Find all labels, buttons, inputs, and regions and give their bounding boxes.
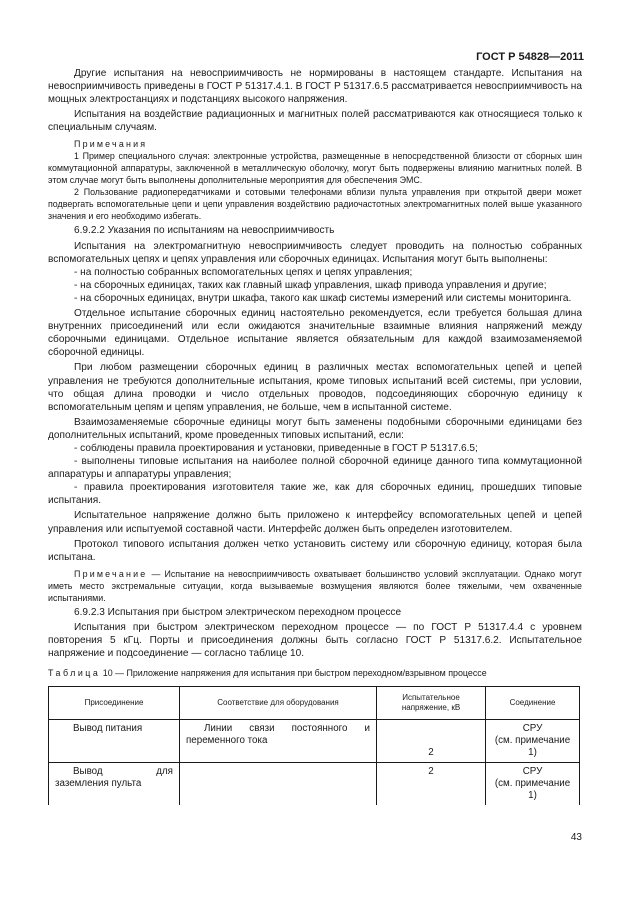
note-text: Примечание — Испытание на невосприимчивость охватывает большинство условий эксплуатации. Однако могут иметь место экстремальные ситуации, когда вызываемые возмущения являются более тяжелыми, чем охваченные испытаниями. — [48, 568, 582, 603]
paragraph: Испытания при быстром электрическом переходном процессе — по ГОСТ Р 51317.4.4 с уровнем повторения 5 кГц. Порты и присоединения должны быть согласно ГОСТ Р 51317.6.2. Испытательное напряжение и подсоединение — согласно таблице 10. — [48, 621, 582, 660]
page-content — [48, 67, 582, 805]
table-cell — [486, 763, 580, 806]
list-item: - правила проектирования изготовителя такие же, как для сборочных единиц, прошедших типовые испытания. — [48, 482, 582, 507]
table-cell: Вывод для заземления пульта — [49, 763, 180, 806]
table-10 — [48, 686, 580, 805]
coupling-note: (см. примечание 1) — [494, 778, 571, 802]
note-title: Примечания — [74, 139, 148, 150]
table-row — [49, 763, 580, 806]
table-cell: 2 — [377, 763, 486, 806]
coupling-value: СРУ — [522, 723, 543, 735]
paragraph: Взаимозаменяемые сборочные единицы могут быть заменены подобными сборочными единицами без дополнительных испытаний, кроме проведенных типовых испытаний, если: — [48, 416, 582, 441]
coupling-note: (см. примечание 1) — [494, 735, 571, 759]
section-heading: 6.9.2.2 Указания по испытаниям на невосприимчивость — [74, 225, 335, 237]
table-cell: Вывод питания — [49, 720, 180, 763]
note-block — [48, 568, 582, 604]
table-cell — [180, 763, 377, 806]
column-header: Соединение — [486, 687, 580, 720]
paragraph: Протокол типового испытания должен четко установить систему или сборочную единицу, которая была испытана. — [48, 538, 582, 563]
paragraph: Другие испытания на невосприимчивость не нормированы в настоящем стандарте. Испытания на невосприимчивость приведены в ГОСТ Р 51317.4.1. В ГОСТ Р 51317.6.5 рассматривается невосприимчивость на мощных электростанциях и подстанциях высокого напряжения. — [48, 68, 582, 106]
table-row — [49, 720, 580, 763]
paragraph: Испытательное напряжение должно быть приложено к интерфейсу вспомогательных цепей и цепей управления или испытуемой составной части. Интерфейс должен быть определен изготовителем. — [48, 510, 582, 535]
paragraph: Испытания на воздействие радиационных и магнитных полей рассматриваются как относящиеся только к специальным случаям. — [48, 109, 582, 134]
section-heading: 6.9.2.3 Испытания при быстром электрическом переходном процессе — [74, 606, 402, 618]
column-header: Испытательное напряжение, кВ — [377, 687, 486, 720]
table-cell — [486, 720, 580, 763]
page-number: 43 — [570, 832, 582, 843]
paragraph: Отдельное испытание сборочных единиц настоятельно рекомендуется, если требуется большая длина внутренних присоединений или если ожидаются значительные взаимные влияния напряжений между сборочными единицами. Отдельное испытание является обязательным для каждой взаимозаменяемой сборочной единицы. — [48, 308, 582, 359]
column-header: Присоединение — [49, 687, 180, 720]
paragraph: При любом размещении сборочных единиц в различных местах вспомогательных цепей и цепей управления не требуются дополнительные испытания, кроме типовых испытаний всей системы, при условии, что общая длина проводки и число отдельных проводов, подсоединяющих сборочную единицу к вспомогательным цепям и цепям управления, не больше, чем в испытанной системе. — [48, 362, 582, 413]
note-block — [48, 138, 582, 222]
coupling-value: СРУ — [522, 766, 543, 778]
table-header-row — [49, 687, 580, 720]
column-header: Соответствие для оборудования — [180, 687, 377, 720]
standard-id: ГОСТ Р 54828—2011 — [476, 51, 584, 63]
list-item: - на сборочных единицах, таких как главный шкаф управления, шкаф привода управления и другие; — [74, 279, 547, 291]
list-item: - соблюдены правила проектирования и установки, приведенные в ГОСТ Р 51317.6.5; — [74, 442, 478, 454]
list-item: - выполнены типовые испытания на наиболее полной сборочной единице данного типа коммутационной аппаратуры и аппаратуры управления; — [48, 456, 582, 481]
table-cell: 2 — [377, 720, 486, 763]
table-cell: Линии связи постоянного и переменного тока — [180, 720, 377, 763]
note-item: 2 Пользование радиопередатчиками и сотовыми телефонами вблизи пульта управления при открытой двери может подвергать вспомогательные цепи и цепи управления воздействию радиочастотных электромагнитных полей выше указанного значения и его необходимо избегать. — [48, 187, 582, 222]
table-caption: Таблица 10 — Приложение напряжения для испытания при быстром переходном/взрывном процессе — [48, 668, 487, 679]
paragraph: Испытания на электромагнитную невосприимчивость следует проводить на полностью собранных вспомогательных цепях и цепях управления или сборочных единицах. Испытания могут быть выполнены: — [48, 240, 582, 265]
note-item: 1 Пример специального случая: электронные устройства, размещенные в непосредственной близости от сборных шин коммутационной аппаратуры, заключенной в металлическую оболочку, могут быть подвержены влиянию магнитных полей. В этом случае могут быть выполнены дополнительные мероприятия для обеспечения ЭМС. — [48, 151, 582, 186]
list-item: - на полностью собранных вспомогательных цепях и цепях управления; — [74, 266, 413, 278]
list-item: - на сборочных единицах, внутри шкафа, такого как шкаф системы измерений или системы мониторинга. — [74, 292, 572, 304]
